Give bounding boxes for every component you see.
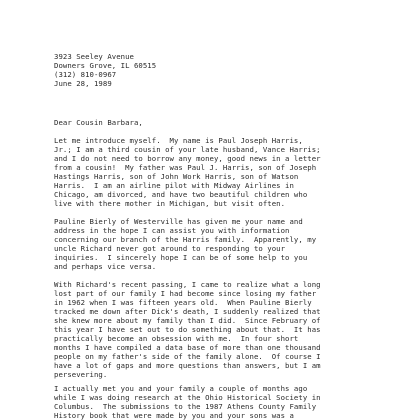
sender-city: Downers Grove, IL 60515 bbox=[54, 61, 157, 70]
paragraph-3-line: months I have compiled a data base of more than one thousand bbox=[54, 343, 321, 352]
paragraph-4-line: Columbus. The submissions to the 1987 Athens County Family bbox=[54, 402, 317, 411]
paragraph-1-line: live with there mother in Michigan, but visit often. bbox=[54, 199, 286, 208]
paragraph-3-line: lost part of our family I had become since losing my father bbox=[54, 289, 317, 298]
paragraph-3-line: With Richard's recent passing, I came to realize what a long bbox=[54, 280, 321, 289]
paragraph-2-line: address in the hope I can assist you with information bbox=[54, 226, 290, 235]
paragraph-3-line: in 1962 when I was fifteen years old. When Pauline Bierly bbox=[54, 298, 312, 307]
paragraph-2-line: and perhaps vice versa. bbox=[54, 262, 157, 271]
paragraph-3-line: have a lot of gaps and more questions than answers, but I am bbox=[54, 361, 321, 370]
paragraph-1-line: Harris. I am an airline pilot with Midway Airlines in bbox=[54, 181, 294, 190]
paragraph-3-line: this year I have set out to do something about that. It has bbox=[54, 325, 321, 334]
paragraph-1-line: Hastings Harris, son of John Work Harris, son of Watson bbox=[54, 172, 299, 181]
sender-street: 3923 Seeley Avenue bbox=[54, 52, 134, 61]
paragraph-1-line: Let me introduce myself. My name is Paul Joseph Harris, bbox=[54, 136, 303, 145]
paragraph-3-line: practically become an obsession with me. In four short bbox=[54, 334, 299, 343]
paragraph-1-line: and I do not need to borrow any money, good news in a letter bbox=[54, 154, 321, 163]
paragraph-3-line: persevering. bbox=[54, 370, 108, 379]
paragraph-2-line: Pauline Bierly of Westerville has given me your name and bbox=[54, 217, 303, 226]
paragraph-2-line: concerning our branch of the Harris family. Apparently, my bbox=[54, 235, 317, 244]
salutation: Dear Cousin Barbara, bbox=[54, 118, 143, 127]
paragraph-1-line: Chicago, am divorced, and have two beautiful children who bbox=[54, 190, 308, 199]
paragraph-2-line: inquiries. I sincerely hope I can be of some help to you bbox=[54, 253, 308, 262]
paragraph-3-line: she knew more about my family than I did. Since February of bbox=[54, 316, 321, 325]
letter-date: June 28, 1989 bbox=[54, 79, 112, 88]
paragraph-4-line: while I was doing research at the Ohio Historical Society in bbox=[54, 393, 321, 402]
paragraph-4-line: History book that were made by you and your sons was a bbox=[54, 411, 294, 420]
sender-phone: (312) 810-0967 bbox=[54, 70, 117, 79]
paragraph-2-line: uncle Richard never got around to responding to your bbox=[54, 244, 286, 253]
paragraph-4-line: I actually met you and your family a couple of months ago bbox=[54, 384, 308, 393]
paragraph-1-line: Jr.; I am a third cousin of your late husband, Vance Harris; bbox=[54, 145, 321, 154]
paragraph-1-line: from a cousin! My father was Paul J. Harris, son of Joseph bbox=[54, 163, 317, 172]
paragraph-3-line: people on my father's side of the family alone. Of course I bbox=[54, 352, 321, 361]
paragraph-3-line: tracked me down after Dick's death, I suddenly realized that bbox=[54, 307, 321, 316]
